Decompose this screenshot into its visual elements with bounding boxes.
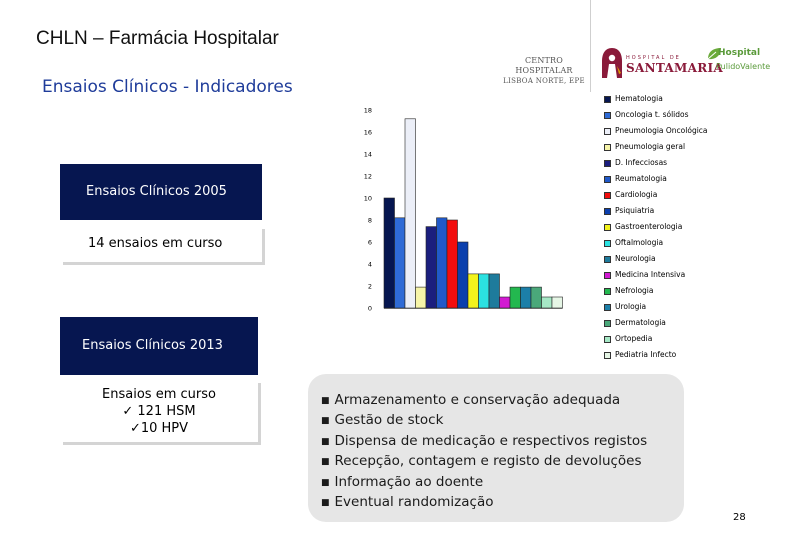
legend-label: Medicina Intensiva — [615, 270, 686, 279]
trials-2013-detail — [60, 380, 258, 442]
header-divider — [590, 0, 591, 92]
legend-label: Oftalmologia — [615, 238, 664, 247]
bar-neurologia — [489, 274, 500, 308]
y-tick-label: 16 — [363, 128, 372, 137]
trials-2013-line: ✓10 HPV — [129, 421, 189, 436]
bar-nefrologia — [510, 287, 521, 308]
pulido-valente-logo — [706, 46, 770, 78]
bar-gastroenterologia — [468, 274, 479, 308]
task-text: Eventual randomização — [334, 493, 494, 510]
page-title: CHLN – Farmácia Hospitalar — [36, 28, 279, 49]
bar-d-infecciosas — [426, 227, 437, 308]
y-tick-label: 6 — [367, 238, 372, 247]
section-subtitle: Ensaios Clínicos - Indicadores — [42, 77, 293, 97]
legend-label: Dermatologia — [615, 318, 666, 327]
page-number: 28 — [733, 512, 746, 523]
bullet-icon: ■ — [321, 477, 330, 488]
legend-label: Cardiologia — [615, 190, 658, 199]
santa-maria-logo-big: SANTAMARIA — [626, 61, 724, 75]
y-tick-label: 2 — [367, 282, 372, 291]
legend-swatch — [604, 272, 611, 279]
legend-label: D. Infecciosas — [615, 158, 668, 167]
santa-maria-logo — [600, 46, 724, 80]
bar-reumatologia — [437, 218, 448, 308]
task-text: Recepção, contagem e registo de devoluções — [334, 453, 642, 470]
trials-2013-header: Ensaios Clínicos 2013 — [60, 317, 258, 375]
trials-2005-detail: 14 ensaios em curso — [60, 226, 262, 262]
legend-swatch — [604, 240, 611, 247]
legend-label: Psiquiatria — [615, 206, 655, 215]
legend-swatch — [604, 320, 611, 327]
trials-by-specialty-chart — [360, 98, 600, 316]
bullet-icon: ■ — [321, 497, 330, 508]
legend-swatch — [604, 208, 611, 215]
bar-psiquiatria — [458, 242, 469, 308]
legend-swatch — [604, 336, 611, 343]
legend-label: Pediatria Infecto — [615, 350, 677, 359]
bullet-icon: ■ — [321, 436, 330, 447]
legend-swatch — [604, 128, 611, 135]
legend-swatch — [604, 288, 611, 295]
task-text: Informação ao doente — [334, 473, 484, 490]
legend-swatch — [604, 256, 611, 263]
legend-swatch — [604, 224, 611, 231]
chln-logo-line2: LISBOA NORTE, EPE — [503, 77, 585, 85]
task-text: Gestão de stock — [334, 412, 444, 429]
y-tick-label: 10 — [363, 194, 372, 203]
tasks-list — [321, 390, 647, 512]
legend-swatch — [604, 192, 611, 199]
legend-swatch — [604, 96, 611, 103]
task-item — [321, 472, 647, 492]
task-item — [321, 451, 647, 471]
legend-label: Oncologia t. sólidos — [615, 110, 689, 119]
bar-dermatologia — [531, 287, 542, 308]
bar-oncologia-t-s-lidos — [395, 218, 406, 308]
bullet-icon: ■ — [321, 396, 330, 406]
bar-pediatria-infecto — [552, 297, 563, 308]
task-item — [321, 390, 647, 410]
legend-label: Ortopedia — [615, 334, 653, 343]
y-tick-label: 18 — [363, 106, 372, 115]
chln-logo — [502, 56, 586, 86]
bar-medicina-intensiva — [500, 297, 511, 308]
task-text: Dispensa de medicação e respectivos registos — [334, 432, 648, 449]
pulido-valente-line1: Hospital — [718, 48, 761, 58]
y-tick-label: 4 — [367, 260, 372, 269]
bullet-icon: ■ — [321, 416, 330, 427]
pulido-valente-line2: PulidoValente — [716, 62, 771, 71]
y-tick-label: 0 — [367, 304, 372, 313]
task-item — [321, 492, 647, 512]
task-text: Armazenamento e conservação adequada — [334, 392, 621, 408]
legend-label: Neurologia — [615, 254, 656, 263]
y-tick-label: 12 — [363, 172, 372, 181]
legend-label: Urologia — [615, 302, 647, 311]
task-item — [321, 410, 647, 430]
trials-2005-header: Ensaios Clínicos 2005 — [60, 164, 262, 220]
legend-swatch — [604, 160, 611, 167]
chln-logo-line1: CENTRO HOSPITALAR — [515, 56, 573, 75]
legend-label: Gastroenterologia — [615, 222, 683, 231]
bar-ortopedia — [542, 297, 553, 308]
trials-2013-line: ✓ 121 HSM — [122, 404, 196, 419]
bar-hematologia — [384, 198, 395, 308]
legend-label: Nefrologia — [615, 286, 654, 295]
y-tick-label: 8 — [367, 216, 372, 225]
santa-maria-logo-small: HOSPITAL DE — [626, 55, 681, 61]
legend-swatch — [604, 176, 611, 183]
legend-label: Pneumologia geral — [615, 142, 686, 151]
legend-swatch — [604, 112, 611, 119]
bullet-icon: ■ — [321, 457, 330, 468]
legend-label: Pneumologia Oncológica — [615, 126, 708, 135]
bar-group — [384, 119, 563, 308]
task-item — [321, 431, 647, 451]
santa-maria-emblem-icon — [600, 47, 624, 79]
legend-swatch — [604, 304, 611, 311]
legend-swatch — [604, 352, 611, 359]
legend-label: Reumatologia — [615, 174, 667, 183]
bar-pneumologia-oncol-gica — [405, 119, 416, 308]
bar-pneumologia-geral — [416, 287, 427, 308]
y-tick-label: 14 — [363, 150, 372, 159]
bar-cardiologia — [447, 220, 458, 308]
legend-swatch — [604, 144, 611, 151]
bar-oftalmologia — [479, 274, 490, 308]
bar-urologia — [521, 287, 532, 308]
y-axis-ticks — [364, 107, 372, 313]
trials-2013-line: Ensaios em curso — [102, 387, 216, 402]
legend-label: Hematologia — [615, 94, 663, 103]
